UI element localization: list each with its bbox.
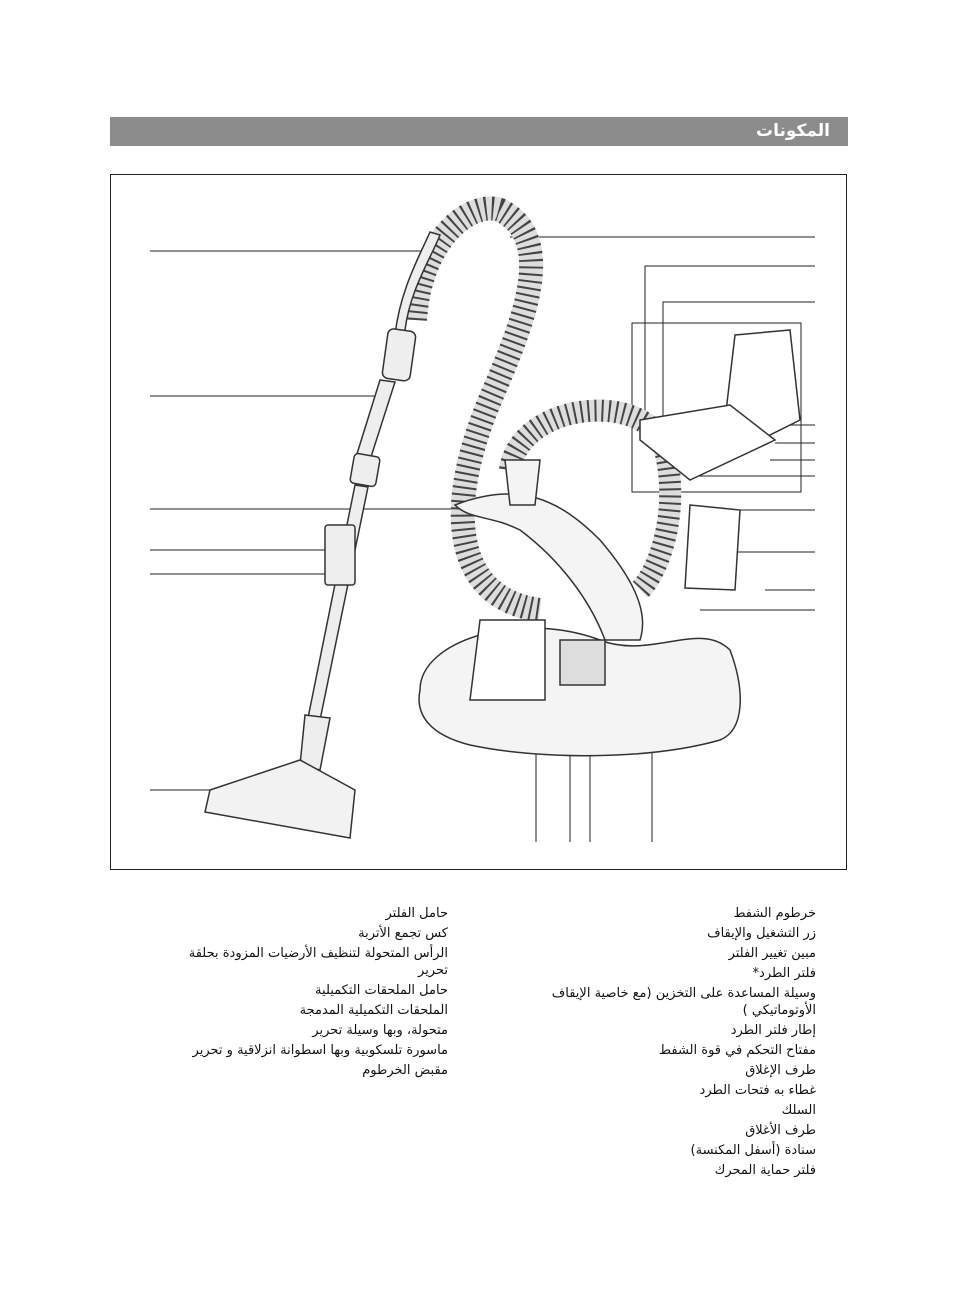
legend-item: ماسورة تلسكوبية وبها اسطوانة انزلاقية و تحرير — [192, 1043, 448, 1058]
page-title: المكونات — [755, 121, 830, 141]
legend-item: فلتر حماية المحرك — [714, 1163, 816, 1178]
legend-item: غطاء به فتحات الطرد — [699, 1083, 816, 1098]
legend-item: كس تجمع الأتربة — [358, 926, 448, 941]
legend-item: سنادة (أسفل المكنسة) — [690, 1143, 816, 1158]
legend-item: مقبض الخرطوم — [362, 1063, 448, 1078]
legend-item: السلك — [781, 1103, 816, 1118]
legend-item: إطار فلتر الطرد — [730, 1023, 816, 1038]
tube-assembly — [205, 232, 440, 838]
legend-item: زر التشغيل والإيقاف — [707, 926, 816, 941]
legend-item: فلتر الطرد* — [752, 966, 816, 981]
legend-item: وسيلة المساعدة على التخزين (مع خاصية الإيقاف الأوتوماتيكي ) — [551, 986, 816, 1018]
legend-item: خرطوم الشفط — [733, 906, 816, 921]
legend-item: طرف الإغلاق — [745, 1063, 816, 1078]
legend-left-column — [178, 905, 448, 1082]
legend-right-column — [486, 905, 816, 1182]
legend-item: مفتاح التحكم في قوة الشفط — [659, 1043, 816, 1058]
legend-item: الرأس المتحولة لتنظيف الأرضيات المزودة بحلقة تحرير — [188, 946, 448, 978]
legend-item: حامل الفلتر — [385, 906, 448, 921]
legend-item: الملحقات التكميلية المدمجة — [299, 1003, 448, 1018]
legend-item: متحولة، وبها وسيلة تحرير — [312, 1023, 448, 1038]
legend-item: حامل الملحقات التكميلية — [315, 983, 448, 998]
legend-item: طرف الأغلاق — [745, 1123, 816, 1138]
legend-item: مبين تغيير الفلتر — [728, 946, 816, 961]
